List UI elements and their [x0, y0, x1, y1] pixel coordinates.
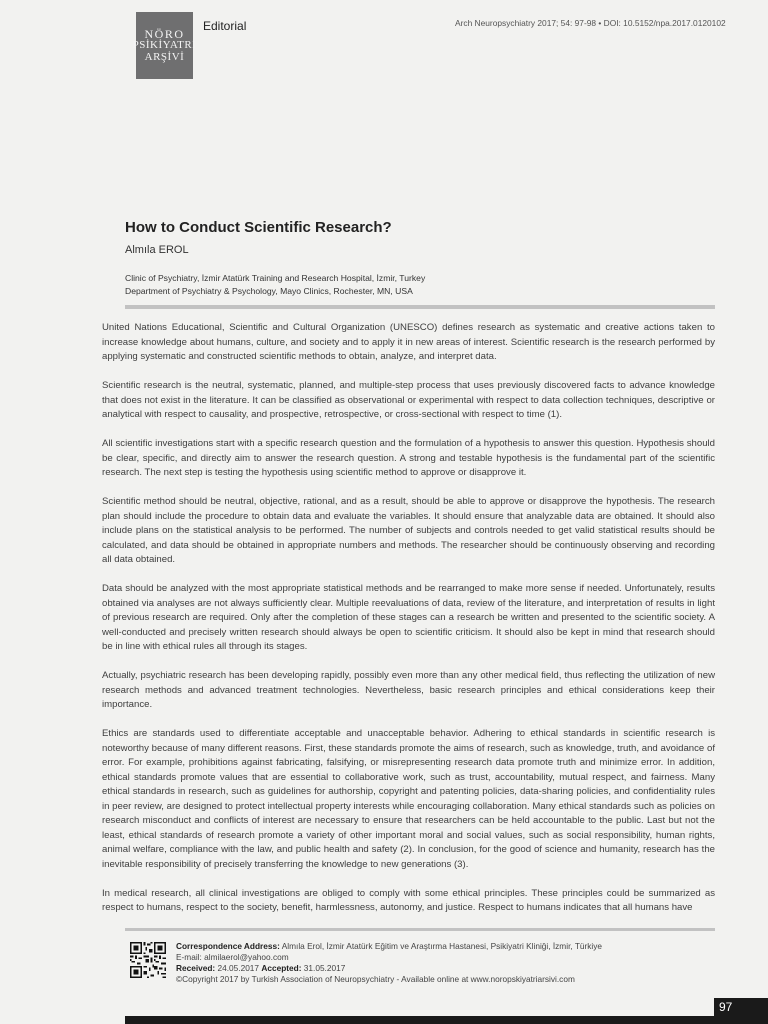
received-date: 24.05.2017 [217, 963, 260, 973]
correspondence-label: Correspondence Address: [176, 941, 280, 951]
affiliation-1: Clinic of Psychiatry, İzmir Atatürk Training and Research Hospital, İzmir, Turkey [125, 273, 426, 283]
logo-line-1: NÖRO [144, 26, 185, 41]
paragraph-3: All scientific investigations start with a specific research question and the formulation of a hypothesis to answer this question. Hypothesis should be clear, specific, and directly aim to answer the research question. A strong and testable hypothesis is the fundamental part of the scientific research. The next step is testing the hypothesis using scientific method to approve or disapprove it. [102, 438, 715, 478]
article-body [102, 321, 715, 930]
paragraph-2: Scientific research is the neutral, systematic, planned, and multiple-step process that uses previously discovered facts to advance knowledge that does not exist in the literature. It can be classified as observational or experimental with respect to data collection techniques, descriptive or analytical with respect to causality, and prospective, retrospective, or cross-sectional with respect to time (1). [102, 380, 715, 420]
received-label: Received: [176, 963, 216, 973]
logo-line-2: PSİKİYATRİ [132, 39, 197, 52]
article-title: How to Conduct Scientific Research? [125, 219, 392, 236]
article-author: Almıla EROL [125, 244, 189, 256]
page-number: 97 [714, 998, 768, 1024]
affiliations [125, 272, 425, 298]
accepted-label: Accepted: [261, 963, 302, 973]
page-footer-bar [125, 1016, 768, 1024]
correspondence-text: Almıla Erol, İzmir Atatürk Eğitim ve Araştırma Hastanesi, Psikiyatri Kliniği, İzmir, Türkiye [281, 941, 603, 951]
paragraph-6: Actually, psychiatric research has been developing rapidly, possibly even more than any other medical field, thus reflecting the utilization of new research methods and advanced treatment technologies. Nevertheless, basic research principles and ethical considerations keep their importance. [102, 670, 715, 710]
journal-logo [132, 12, 197, 79]
citation-line: Arch Neuropsychiatry 2017; 54: 97-98 • DOI: 10.5152/npa.2017.0120102 [455, 18, 726, 28]
footer-divider [125, 928, 715, 931]
paragraph-1: United Nations Educational, Scientific and Cultural Organization (UNESCO) defines research as systematic and creative actions taken to increase knowledge about humans, culture, and society and to apply it in new areas of interest. Scientific research is the research performed by applying systematic and constructed scientific methods to obtain, analyze, and interpret data. [102, 322, 715, 362]
paragraph-8: In medical research, all clinical investigations are obliged to comply with some ethical principles. These principles could be summarized as respect to humans, respect to the society, benefit, harmlessness, autonomy, and justice. Respect to humans indicates that all humans have [102, 887, 715, 913]
paragraph-4: Scientific method should be neutral, objective, rational, and as a result, should be able to approve or disapprove the hypothesis. The research plan should include the procedure to obtain data and evaluate the variables. It should ensure that analyzable data are obtained. It should also include plans on the statistical analysis to be performed. The number of subjects and controls needed to get valid statistical results should be calculated, and data should be obtained in appropriate numbers and methods. The researcher should be continuously observing and recording all data obtained. [102, 496, 715, 565]
header-divider [125, 305, 715, 309]
paragraph-5: Data should be analyzed with the most appropriate statistical methods and be rearranged to make more sense if needed. Unfortunately, results obtained via analyses are not always sufficiently clear. Multiple reevaluations of data, review of the literature, and interpretation of results in light of previous research are required. Only after the completion of these stages can a research be written and presented to the scientific society. A well-conducted and precisely written research should always be open to scientific criticism. It should also be kept in mind that research should be in line with ethical rules all through its stages. [102, 583, 715, 652]
affiliation-2: Department of Psychiatry & Psychology, Mayo Clinics, Rochester, MN, USA [125, 286, 413, 296]
section-label: Editorial [203, 19, 247, 33]
email-line: E-mail: almilaerol@yahoo.com [176, 952, 289, 962]
qr-code-icon [130, 942, 166, 978]
logo-line-3: ARŞİVİ [144, 50, 185, 63]
paragraph-7: Ethics are standards used to differentiate acceptable and unacceptable behavior. Adhering to ethical standards in scientific research is noteworthy because of many different reasons. First, these standards promote the aims of research, such as knowledge, truth, and avoidance of error. For example, prohibitions against fabricating, falsifying, or misrepresenting research data promote truth and minimize error. In addition, ethical standards promote values that are essential to collaborative work, such as trust, accountability, mutual respect, and fairness. Many ethical standards in research, such as guidelines for authorship, copyright and patenting policies, data-sharing policies, and confidentiality rules in peer review, are designed to protect intellectual property interests while encouraging collaboration. Many ethical standards such as policies on research misconduct and conflicts of interest are necessary to ensure that researchers can be held accountable to the public. Last but not the least, ethical standards of research promote a variety of other important moral and social values, such as social responsibility, human rights, animal welfare, compliance with the law, and public health and safety (2). In conclusion, for the good of science and humanity, research has the inevitable responsibility of precisely transferring the knowledge to new generations (3). [102, 728, 715, 870]
accepted-date: 31.05.2017 [303, 963, 346, 973]
correspondence-footer [176, 941, 716, 985]
dates-line [176, 963, 716, 974]
correspondence-line [176, 941, 716, 952]
copyright-line: ©Copyright 2017 by Turkish Association of Neuropsychiatry - Available online at www.noropskiyatriarsivi.com [176, 974, 575, 984]
